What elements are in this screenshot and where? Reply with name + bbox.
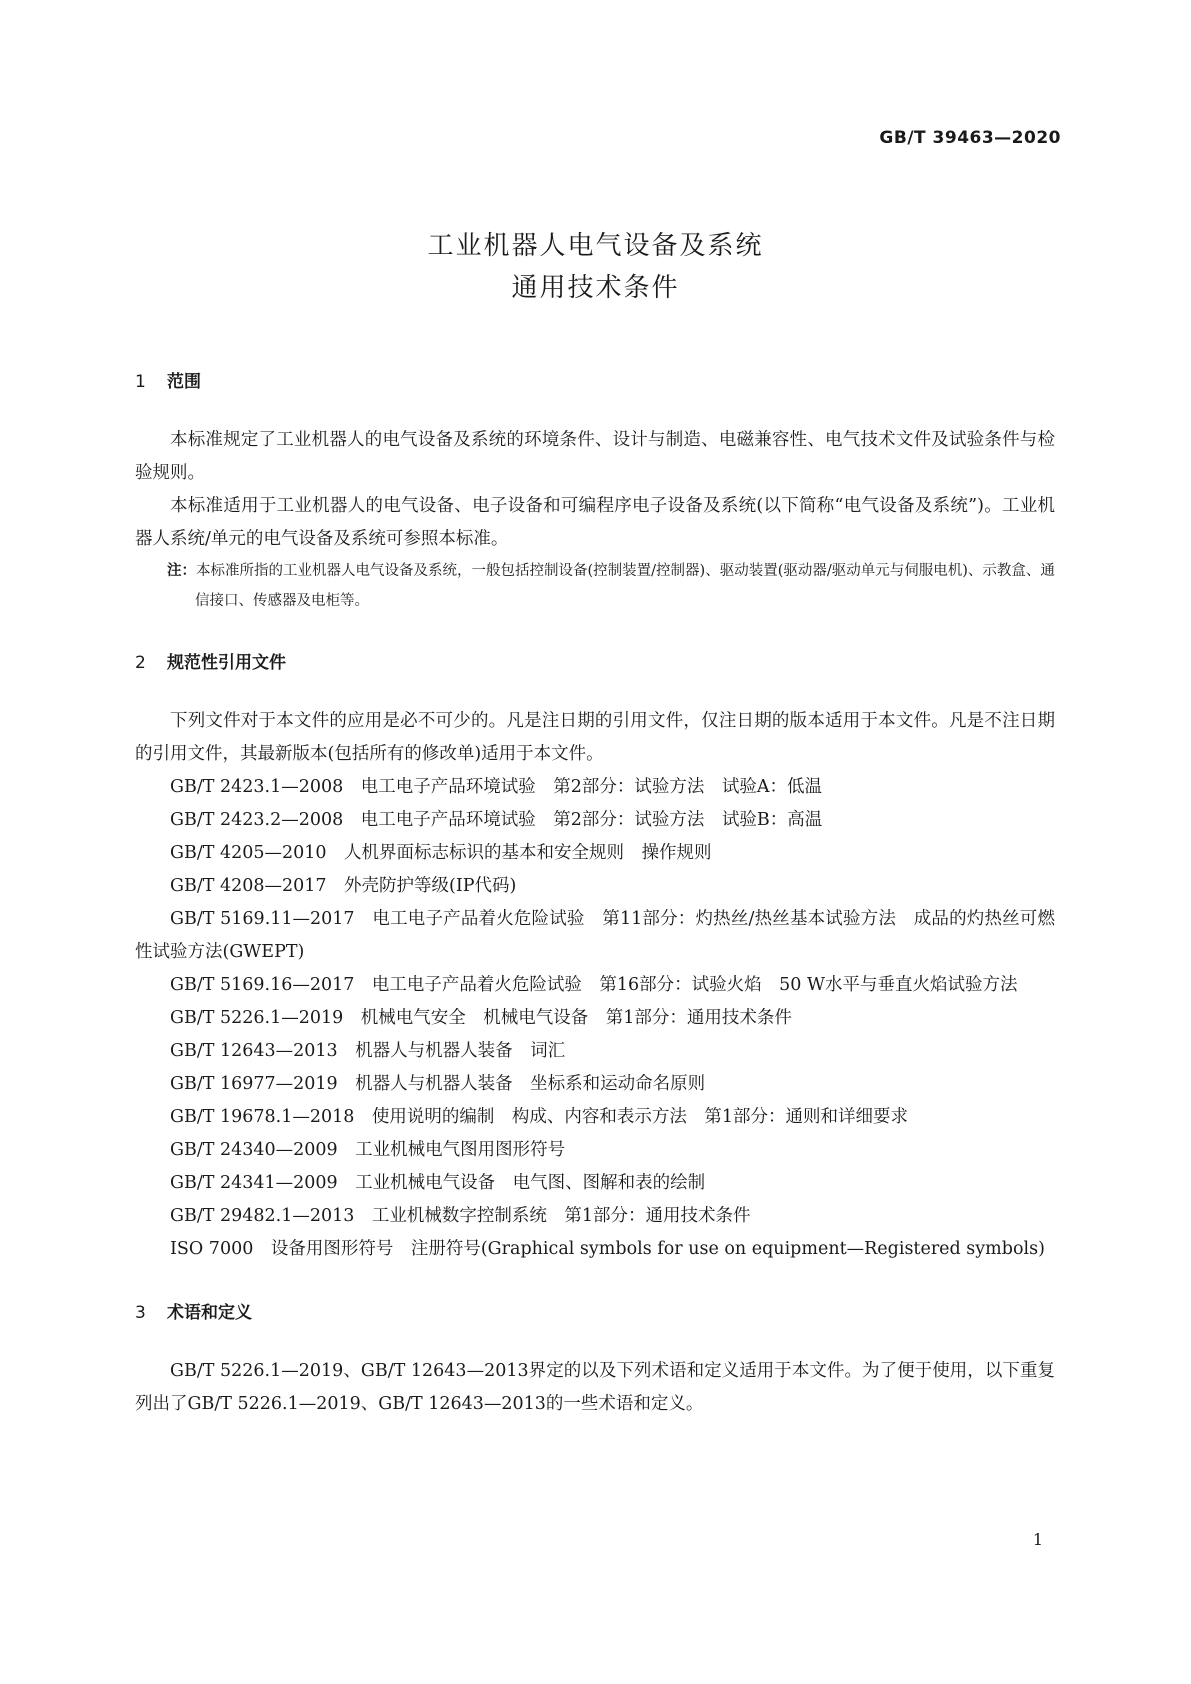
section-heading-terms [135, 1301, 1055, 1325]
reference-item: GB/T 24340—2009 工业机械电气图用图形符号 [170, 1140, 566, 1160]
document-title [0, 225, 1191, 309]
reference-item: GB/T 24341—2009 工业机械电气设备 电气图、图解和表的绘制 [170, 1173, 706, 1193]
terms-paragraph: GB/T 5226.1—2019、GB/T 12643—2013界定的以及下列术语和定义适用于本文件。为了便于使用，以下重复列出了GB/T 5226.1—2019、GB/T 12643—2013的一些术语和定义。 [135, 1361, 1055, 1414]
reference-item: GB/T 2423.2—2008 电工电子产品环境试验 第2部分：试验方法 试验B：高温 [170, 810, 823, 830]
reference-item: GB/T 29482.1—2013 工业机械数字控制系统 第1部分：通用技术条件 [170, 1206, 751, 1226]
note-text: 本标准所指的工业机器人电气设备及系统，一般包括控制设备(控制装置/控制器)、驱动装置(驱动器/驱动单元与伺服电机)、示教盒、通信接口、传感器及电柜等。 [195, 563, 1055, 609]
title-line-2: 通用技术条件 [511, 273, 680, 303]
section-number: 2 [135, 653, 146, 673]
section-heading-normative-references [135, 651, 1055, 675]
reference-item: GB/T 5169.16—2017 电工电子产品着火危险试验 第16部分：试验火焰 50 W水平与垂直火焰试验方法 [170, 975, 1018, 995]
scope-paragraph-2: 本标准适用于工业机器人的电气设备、电子设备和可编程序电子设备及系统(以下简称“电气设备及系统”)。工业机器人系统/单元的电气设备及系统可参照本标准。 [135, 496, 1055, 549]
title-line-1: 工业机器人电气设备及系统 [427, 231, 764, 261]
reference-item: GB/T 5169.11—2017 电工电子产品着火危险试验 第11部分：灼热丝/热丝基本试验方法 成品的灼热丝可燃性试验方法(GWEPT) [135, 909, 1055, 962]
scope-paragraph-1: 本标准规定了工业机器人的电气设备及系统的环境条件、设计与制造、电磁兼容性、电气技术文件及试验条件与检验规则。 [135, 430, 1055, 483]
page-number: 1 [1032, 1530, 1043, 1549]
reference-item: GB/T 5226.1—2019 机械电气安全 机械电气设备 第1部分：通用技术条件 [170, 1008, 792, 1028]
reference-item: GB/T 12643—2013 机器人与机器人装备 词汇 [170, 1041, 566, 1061]
section-title: 术语和定义 [167, 1303, 252, 1323]
document-body [135, 370, 1055, 1421]
reference-item: ISO 7000 设备用图形符号 注册符号(Graphical symbols for use on equipment—Registered symbols) [170, 1239, 1045, 1259]
section-title: 范围 [167, 372, 201, 392]
references-intro: 下列文件对于本文件的应用是必不可少的。凡是注日期的引用文件，仅注日期的版本适用于本文件。凡是不注日期的引用文件，其最新版本(包括所有的修改单)适用于本文件。 [135, 711, 1055, 764]
scope-note [135, 556, 1055, 616]
section-heading-scope [135, 370, 1055, 394]
reference-item: GB/T 19678.1—2018 使用说明的编制 构成、内容和表示方法 第1部分：通则和详细要求 [170, 1107, 909, 1127]
standard-code: GB/T 39463—2020 [879, 128, 1061, 148]
section-number: 3 [135, 1303, 146, 1323]
reference-item: GB/T 16977—2019 机器人与机器人装备 坐标系和运动命名原则 [170, 1074, 706, 1094]
note-label: 注： [167, 563, 196, 579]
reference-item: GB/T 4208—2017 外壳防护等级(IP代码) [170, 876, 517, 896]
reference-item: GB/T 4205—2010 人机界面标志标识的基本和安全规则 操作规则 [170, 843, 712, 863]
section-title: 规范性引用文件 [167, 653, 286, 673]
section-number: 1 [135, 372, 146, 392]
reference-item: GB/T 2423.1—2008 电工电子产品环境试验 第2部分：试验方法 试验A：低温 [170, 777, 823, 797]
